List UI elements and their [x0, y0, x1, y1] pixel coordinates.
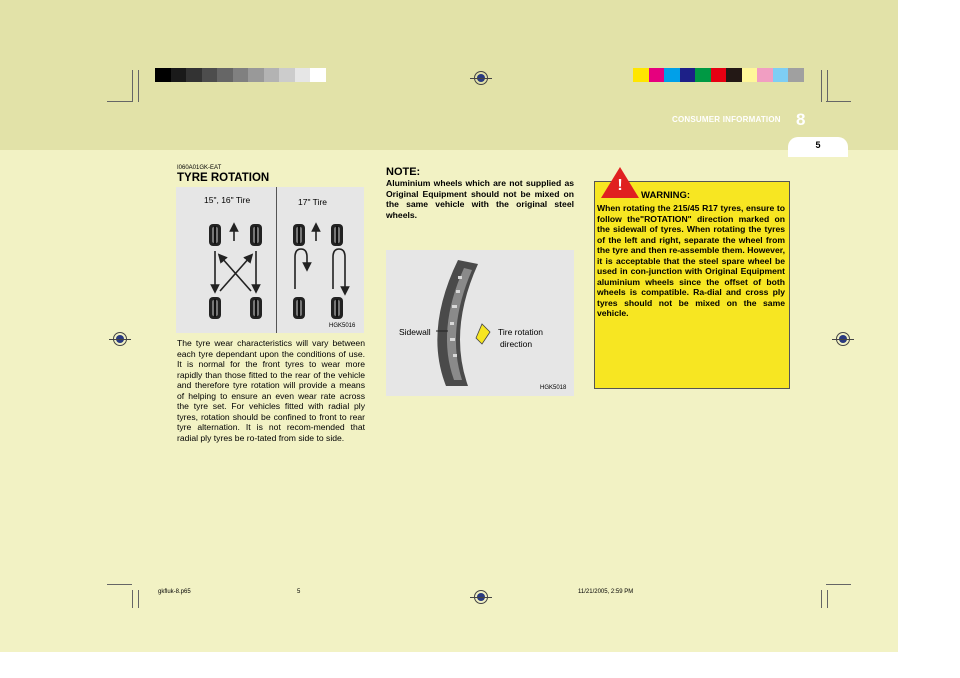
- crop-mark: [138, 70, 139, 102]
- page-number-tab: [788, 137, 848, 157]
- color-swatch: [295, 68, 311, 82]
- color-swatch: [788, 68, 804, 82]
- page-number: 5: [815, 140, 821, 150]
- crop-mark: [826, 101, 851, 102]
- color-swatch: [757, 68, 773, 82]
- color-swatch: [155, 68, 171, 82]
- crop-mark: [138, 590, 139, 608]
- color-swatch: [695, 68, 711, 82]
- color-swatch: [264, 68, 280, 82]
- color-swatch: [202, 68, 218, 82]
- section-heading: TYRE ROTATION: [177, 172, 270, 184]
- color-swatch: [279, 68, 295, 82]
- crop-mark: [132, 590, 133, 608]
- registration-mark-icon: [474, 590, 488, 604]
- figure-label-17: 17" Tire: [298, 197, 328, 207]
- crop-mark: [821, 70, 822, 102]
- figure-label-15-16: 15", 16" Tire: [204, 195, 251, 205]
- figure-code: HGK5018: [540, 385, 567, 391]
- tire-sidewall-figure: [386, 250, 574, 396]
- gray-calibration-strip: [155, 68, 326, 82]
- crop-mark: [107, 101, 132, 102]
- tyre-rotation-figure: [176, 187, 364, 333]
- exclamation-icon: !: [617, 177, 623, 194]
- rotation-direction-label-line1: Tire rotation: [498, 327, 544, 337]
- rotation-body-text: The tyre wear characteristics will vary between each tyre dependant upon the conditions of use. It is normal for the front tyres to wear more rapidly than those fitted to the rear of the vehicle and therefore tyre rotation will provide a means of helping to ensure an even wear rate across the tyre set. For vehicles fitted with radial ply tyres, rotation should be confined to front to rear tyre alternation. It is not recom-mended that radial ply tyres be ro-tated from side to side.: [177, 338, 365, 443]
- tire-sidewall-icon: [386, 250, 574, 396]
- crop-mark: [826, 584, 851, 585]
- color-swatch: [726, 68, 742, 82]
- footer-page: 5: [297, 589, 301, 595]
- crop-mark: [827, 70, 828, 102]
- color-swatch: [664, 68, 680, 82]
- note-title: NOTE:: [386, 166, 421, 178]
- color-swatch: [171, 68, 187, 82]
- section-number: 8: [796, 110, 806, 129]
- footer-datetime: 11/21/2005, 2:59 PM: [578, 589, 634, 595]
- registration-mark-icon: [836, 332, 850, 346]
- color-swatch: [186, 68, 202, 82]
- color-swatch: [633, 68, 649, 82]
- crop-mark: [821, 590, 822, 608]
- crop-mark: [107, 584, 132, 585]
- color-swatch: [233, 68, 249, 82]
- figure-code: HGK5016: [329, 323, 356, 329]
- color-swatch: [217, 68, 233, 82]
- registration-mark-icon: [474, 71, 488, 85]
- section-label: CONSUMER INFORMATION: [672, 115, 781, 124]
- rotation-arrows-icon: [176, 187, 364, 333]
- warning-text: When rotating the 215/45 R17 tyres, ensure to follow the"ROTATION" direction marked on the sidewall of tyres. When rotating the tyres of the left and right, separate the wheel from the tyre and then re-assemble them. However, it is acceptable that the steel spare wheel be used in con-junction with Original Equipment aluminium wheels since the offset of both wheels is compatible. Ra-dial and cross ply tyres should not be mixed on the same vehicle.: [597, 203, 785, 318]
- sidewall-label: Sidewall: [399, 327, 431, 337]
- footer-file: gkfluk-8.p65: [158, 589, 191, 595]
- note-text: Aluminium wheels which are not supplied as Original Equipment should not be mixed on the same vehicle with the original steel wheels.: [386, 178, 574, 220]
- color-calibration-strip: [633, 68, 804, 82]
- crop-mark: [827, 590, 828, 608]
- color-swatch: [711, 68, 727, 82]
- registration-mark-icon: [113, 332, 127, 346]
- rotation-direction-label-line2: direction: [500, 339, 533, 349]
- color-swatch: [649, 68, 665, 82]
- color-swatch: [248, 68, 264, 82]
- color-swatch: [310, 68, 326, 82]
- crop-mark: [132, 70, 133, 102]
- warning-title: WARNING:: [641, 190, 691, 201]
- section-code: I060A01GK-EAT: [177, 165, 222, 171]
- color-swatch: [773, 68, 789, 82]
- color-swatch: [680, 68, 696, 82]
- color-swatch: [742, 68, 758, 82]
